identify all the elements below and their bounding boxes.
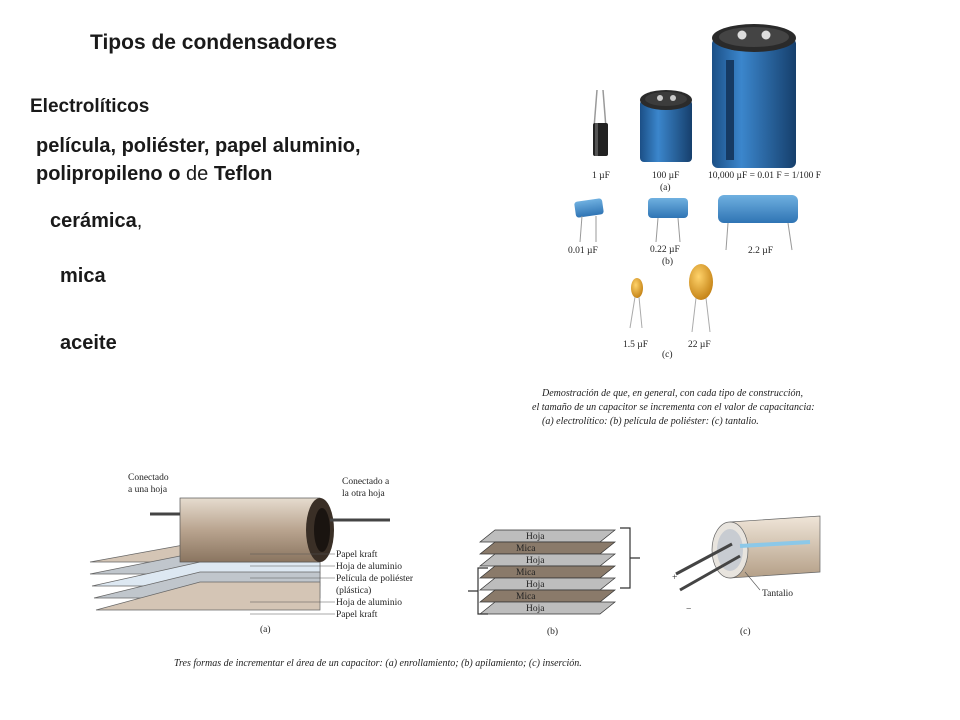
- layer-hoja-aluminio-1: Hoja de aluminio: [336, 562, 402, 572]
- size-caption-line3: (a) electrolítico: (b) película de poliéster: (c) tantalio.: [542, 416, 759, 427]
- teflon-text: Teflon: [213, 163, 273, 185]
- type-pelicula-line1: película, poliéster, papel aluminio,: [36, 135, 361, 157]
- capacitor-size-figure: [530, 10, 860, 440]
- layer-pelicula-poliester: Película de poliéster: [336, 574, 414, 584]
- polipropileno-text: polipropileno: [36, 163, 163, 185]
- layer-plastica: (plástica): [336, 586, 372, 596]
- insertion-capacitor: [672, 516, 820, 637]
- label-conectado-otra-1: Conectado a: [342, 477, 390, 487]
- layer-papel-kraft-2: Papel kraft: [336, 610, 378, 620]
- stack-hoja-4: Hoja: [526, 604, 545, 614]
- stack-hoja-1: Hoja: [526, 532, 545, 542]
- area-panel-c: (c): [740, 627, 751, 637]
- label-0.22uF: 0.22 µF: [650, 245, 680, 255]
- layer-hoja-aluminio-2: Hoja de aluminio: [336, 598, 402, 608]
- rolled-capacitor: [90, 473, 414, 635]
- size-caption-line1: Demostración de que, en general, con cada tipo de construcción,: [542, 388, 804, 399]
- area-panel-b: (b): [547, 627, 559, 637]
- stack-mica-2: Mica: [516, 568, 536, 578]
- film-capacitor-large: [718, 195, 798, 250]
- label-1.5uF: 1.5 µF: [623, 340, 649, 350]
- ceramica-text: cerámica: [50, 210, 137, 232]
- panel-b-label: (b): [662, 257, 674, 267]
- label-1uF: 1 µF: [592, 171, 610, 181]
- area-caption: Tres formas de incrementar el área de un capacitor: (a) enrollamiento; (b) apilamiento; (c) inserción.: [174, 658, 582, 669]
- type-electroliticos: Electrolíticos: [30, 96, 150, 117]
- label-100uF: 100 µF: [652, 171, 680, 181]
- label-conectado-hoja-1: Conectado: [128, 473, 169, 483]
- panel-c-label: (c): [662, 350, 673, 360]
- stack-hoja-3: Hoja: [526, 580, 545, 590]
- stacked-capacitor: [468, 528, 640, 637]
- stack-mica-1: Mica: [516, 544, 536, 554]
- page-title: Tipos de condensadores: [90, 31, 338, 54]
- stack-mica-3: Mica: [516, 592, 536, 602]
- label-conectado-otra-2: la otra hoja: [342, 489, 385, 499]
- ceramica-comma: ,: [136, 210, 143, 232]
- plus-sign: +: [672, 573, 678, 583]
- o-text: o: [168, 163, 181, 185]
- label-tantalio: Tantalio: [762, 589, 793, 599]
- label-10000uF: 10,000 µF = 0.01 F = 1/100 F: [708, 171, 822, 181]
- label-22uF: 22 µF: [688, 340, 711, 350]
- label-conectado-hoja-2: a una hoja: [128, 485, 168, 495]
- stack-hoja-2: Hoja: [526, 556, 545, 566]
- area-panel-a: (a): [260, 625, 271, 635]
- electrolytic-large: [712, 24, 796, 168]
- de-text: de: [186, 163, 209, 185]
- capacitor-area-figure: [80, 462, 793, 676]
- label-2.2uF: 2.2 µF: [748, 246, 774, 256]
- electrolytic-small: [593, 90, 608, 156]
- electrolytic-medium: [640, 90, 692, 162]
- tantalum-small: [630, 278, 643, 328]
- type-pelicula-line2: [36, 163, 272, 186]
- film-capacitor-small: [574, 198, 604, 242]
- tantalum-large: [689, 264, 713, 332]
- type-ceramica: [50, 210, 142, 233]
- size-caption-line2: el tamaño de un capacitor se incrementa con el valor de capacitancia:: [532, 402, 815, 413]
- layer-papel-kraft-1: Papel kraft: [336, 550, 378, 560]
- film-capacitor-medium: [648, 198, 688, 242]
- minus-sign: −: [686, 605, 692, 615]
- type-aceite: aceite: [60, 332, 117, 354]
- panel-a-label: (a): [660, 183, 671, 193]
- type-mica: mica: [60, 265, 106, 287]
- label-0.01uF: 0.01 µF: [568, 246, 598, 256]
